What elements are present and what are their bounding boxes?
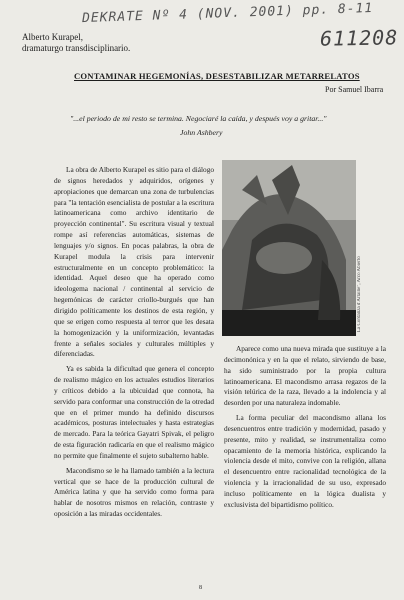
paragraph: Aparece como una nueva mirada que sustituye a la decimonónica y en la que el relato, sirviendo de base, ha sido suministrado por la propia cultura latinoamericana. El macondismo arrasa regazos de la visión telúrica de la raza, llevado a la indolencia y al desorden por una naturaleza indomable.	[224, 344, 386, 408]
author-name: Alberto Kurapel,	[22, 32, 83, 42]
theater-photograph	[222, 160, 356, 336]
author-role: dramaturgo transdisciplinario.	[22, 43, 131, 53]
photo-caption: La Cordanza d'Arlaine", Arco Abierto	[357, 256, 362, 332]
photo-image	[222, 160, 356, 336]
paragraph: Ya es sabida la dificultad que genera el concepto de realismo mágico en los actuales estudios literarios y críticos debido a la ubicuidad que connota, ha servido para conformar una construcción de la otredad que en el primer mundo ha definido discursos académicos, posturas intelectuales y hasta estrategias de mercado. Para la teórica Gayatri Spivak, el peligro de esta figuración radicaría en que el realismo mágico no permite que finalmente el sujeto subalterno hable.	[54, 364, 214, 460]
epigraph-quote: "...el periodo de mi resto se termina. Negociaré la caída, y después voy a gritar..."	[70, 114, 327, 123]
left-column	[54, 165, 214, 524]
article-title: CONTAMINAR HEGEMONÍAS, DESESTABILIZAR METARRELATOS	[74, 71, 360, 81]
paragraph: Macondismo se le ha llamado también a la lectura vertical que se hace de la producción cultural de América latina y que ha servido como forma para hablar de nosotros mismos en relación, contraste y oposición a las miradas occidentales.	[54, 465, 214, 519]
article-byline: Por Samuel Ibarra	[325, 85, 384, 94]
page-number: 8	[199, 585, 202, 591]
paragraph: La forma peculiar del macondismo allana los desencuentros entre tradición y modernidad, pasado y presente, mito y realidad, se instrumentaliza como opacamiento de la memoria histórica, explicando la violencia desde el mito, convive con la religión, allana el desencuentro entre racionalidad tecnológica de la violencia y la irracionalidad de su uso, expresado incluso políticamente en la lógica dualista y exclusivista del bipartidismo político.	[224, 413, 386, 509]
handwritten-number: 611208	[319, 25, 399, 51]
handwritten-reference: DEKRATE Nº 4 (NOV. 2001) pp. 8-11	[81, 0, 374, 27]
author-block	[22, 32, 130, 54]
right-column	[224, 344, 386, 515]
paragraph: La obra de Alberto Kurapel es sitio para el diálogo de signos heredados y adquiridos, orígenes y apropiaciones que demarcan una zona de turbulencias para "la tentación esencialista de postular a la escritura latinoamericana como archivo identitario de proyección continental". Su escritura visual y textual rompe así referencias automáticas, sistemas de lenguajes y/o signos. En pocas palabras, la obra de Kurapel modula la crisis para intervenir estructuralmente en un concepto problemático: la identidad. Aquel deseo que ha operado como ideologema nacional / continental al servicio de hegemónicas de carácter criollo-burgués que han dirigido políticamente los destinos de esta región, y que se erigen como respuesta al terror que les desata la homogenización y la uniformización, levantadas frente a señales sociales y culturales múltiples y diferenciadas.	[54, 165, 214, 359]
epigraph-author: John Ashbery	[180, 128, 223, 137]
